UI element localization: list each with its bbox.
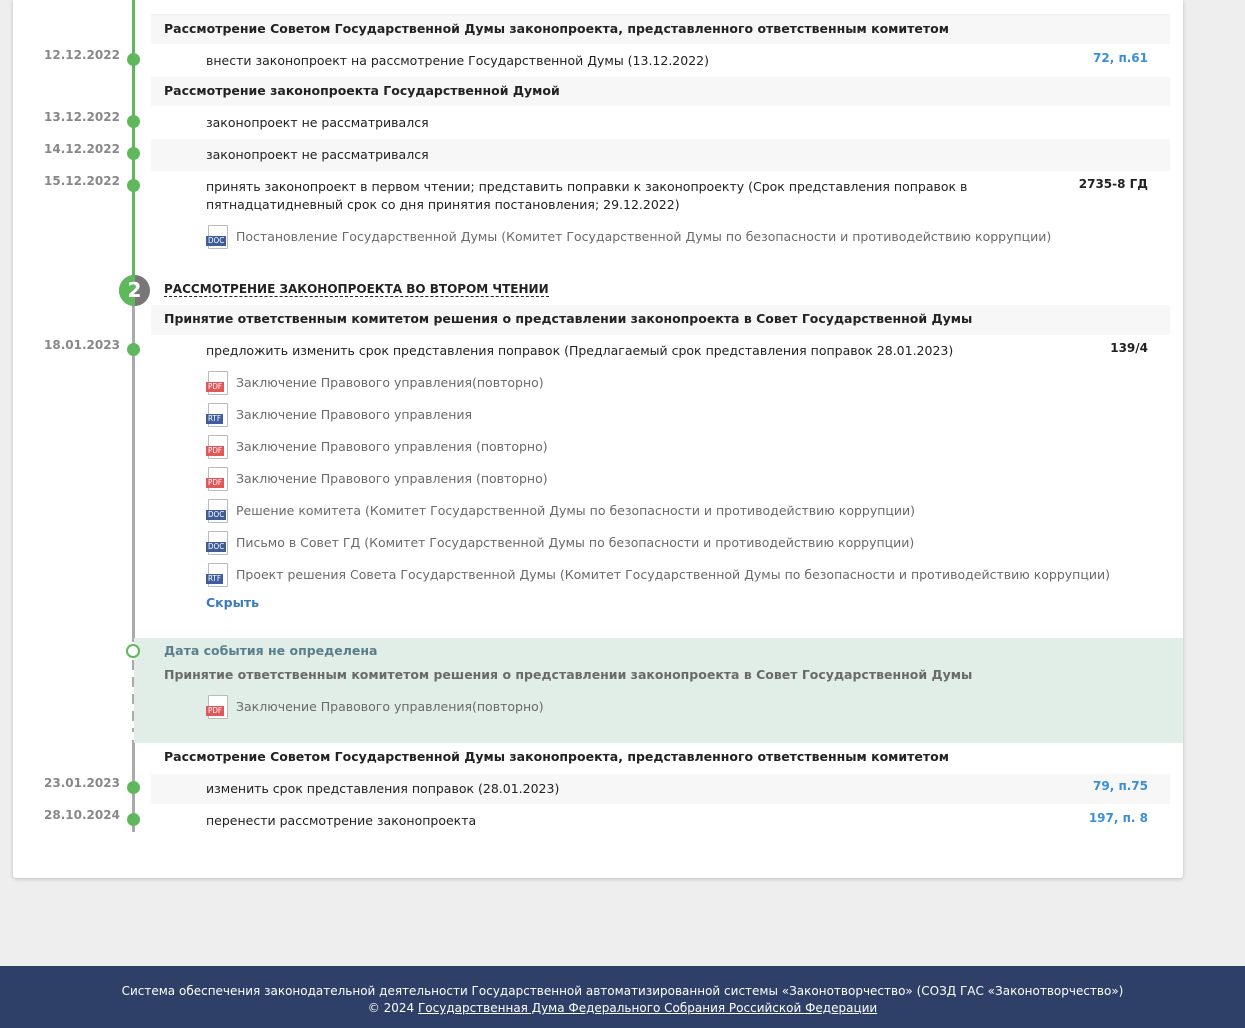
event-ref: 139/4 [1110, 341, 1148, 355]
document-link[interactable]: Заключение Правового управления [236, 407, 473, 422]
document-link[interactable]: Письмо в Совет ГД (Комитет Государственной Думы по безопасности и противодействию коррупции) [236, 535, 915, 550]
timeline-dot-empty [126, 644, 140, 658]
stage-title-link[interactable]: РАССМОТРЕНИЕ ЗАКОНОПРОЕКТА ВО ВТОРОМ ЧТЕНИИ [164, 282, 549, 296]
event-text: законопроект не рассматривался [206, 115, 429, 130]
document-link[interactable]: Заключение Правового управления (повторно) [236, 471, 548, 486]
event-text: перенести рассмотрение законопроекта [206, 813, 477, 828]
section-council-title: Рассмотрение Советом Государственной Думы законопроекта, представленного ответственным комитетом [164, 21, 949, 36]
stage-number-badge: 2 [119, 275, 150, 306]
footer-copyright: © 2024 [367, 1001, 415, 1015]
section-council-title: Рассмотрение Советом Государственной Думы законопроекта, представленного ответственным комитетом [164, 749, 949, 764]
document-link[interactable]: Заключение Правового управления(повторно) [236, 375, 544, 390]
event-date: 28.10.2024 [44, 808, 120, 822]
event-date: 14.12.2022 [44, 142, 120, 156]
document-link[interactable]: Заключение Правового управления(повторно) [236, 699, 544, 714]
pdf-file-icon[interactable]: PDF [206, 435, 231, 459]
section-duma-title: Рассмотрение законопроекта Государственной Думой [164, 83, 560, 98]
timeline-dot [127, 781, 140, 794]
pdf-file-icon[interactable]: PDF [206, 695, 231, 719]
timeline-dot [127, 179, 140, 192]
event-ref-link[interactable]: 197, п. 8 [1088, 811, 1148, 825]
footer-copyright-line [0, 1001, 1245, 1015]
document-link[interactable]: Постановление Государственной Думы (Комитет Государственной Думы по безопасности и противодействию коррупции) [236, 229, 1052, 244]
event-date: 18.01.2023 [44, 338, 120, 352]
doc-file-icon[interactable]: DOC [206, 499, 231, 523]
section-committee-title: Принятие ответственным комитетом решения о представлении законопроекта в Совет Государственной Думы [164, 311, 973, 326]
event-ref: 2735-8 ГД [1078, 177, 1148, 191]
undefined-date-label: Дата события не определена [164, 643, 378, 658]
event-ref-link[interactable]: 79, п.75 [1093, 779, 1148, 793]
event-text: изменить срок представления поправок (28.01.2023) [206, 781, 560, 796]
timeline-line-green [132, 0, 135, 290]
event-text: законопроект не рассматривался [206, 147, 429, 162]
footer-duma-link[interactable]: Государственная Дума Федерального Собрания Российской Федерации [417, 1001, 878, 1015]
timeline-dot [127, 115, 140, 128]
rtf-file-icon[interactable]: RTF [206, 403, 231, 427]
rtf-file-icon[interactable]: RTF [206, 563, 231, 587]
event-text: внести законопроект на рассмотрение Государственной Думы (13.12.2022) [206, 53, 709, 68]
document-link[interactable]: Заключение Правового управления (повторно) [236, 439, 548, 454]
footer-system-name: Система обеспечения законодательной деятельности Государственной автоматизированной системы «Законотворчество» (СОЗД ГАС «Законотворчество») [121, 984, 1124, 998]
timeline-dot [127, 147, 140, 160]
doc-file-icon[interactable]: DOC [206, 225, 231, 249]
event-text: пятнадцатидневный срок со дня принятия постановления; 29.12.2022) [206, 197, 680, 212]
row-band [151, 0, 1170, 15]
hide-documents-link[interactable]: Скрыть [206, 595, 260, 610]
timeline-dot [127, 813, 140, 826]
event-ref-link[interactable]: 72, п.61 [1093, 51, 1148, 65]
undefined-section-title: Принятие ответственным комитетом решения о представлении законопроекта в Совет Государственной Думы [164, 667, 973, 682]
event-date: 15.12.2022 [44, 174, 120, 188]
event-date: 13.12.2022 [44, 110, 120, 124]
timeline-dot [127, 343, 140, 356]
doc-file-icon[interactable]: DOC [206, 531, 231, 555]
timeline-dot [127, 53, 140, 66]
event-date: 12.12.2022 [44, 48, 120, 62]
pdf-file-icon[interactable]: PDF [206, 467, 231, 491]
event-date: 23.01.2023 [44, 776, 120, 790]
event-text: предложить изменить срок представления поправок (Предлагаемый срок представления поправок 28.01.2023) [206, 343, 954, 358]
bill-timeline-card [13, 0, 1183, 878]
pdf-file-icon[interactable]: PDF [206, 371, 231, 395]
document-link[interactable]: Решение комитета (Комитет Государственной Думы по безопасности и противодействию коррупции) [236, 503, 916, 518]
event-text: принять законопроект в первом чтении; представить поправки к законопроекту (Срок представления поправок в [206, 179, 968, 194]
site-footer [0, 966, 1245, 1028]
document-link[interactable]: Проект решения Совета Государственной Думы (Комитет Государственной Думы по безопасности и противодействию коррупции) [236, 567, 1110, 582]
